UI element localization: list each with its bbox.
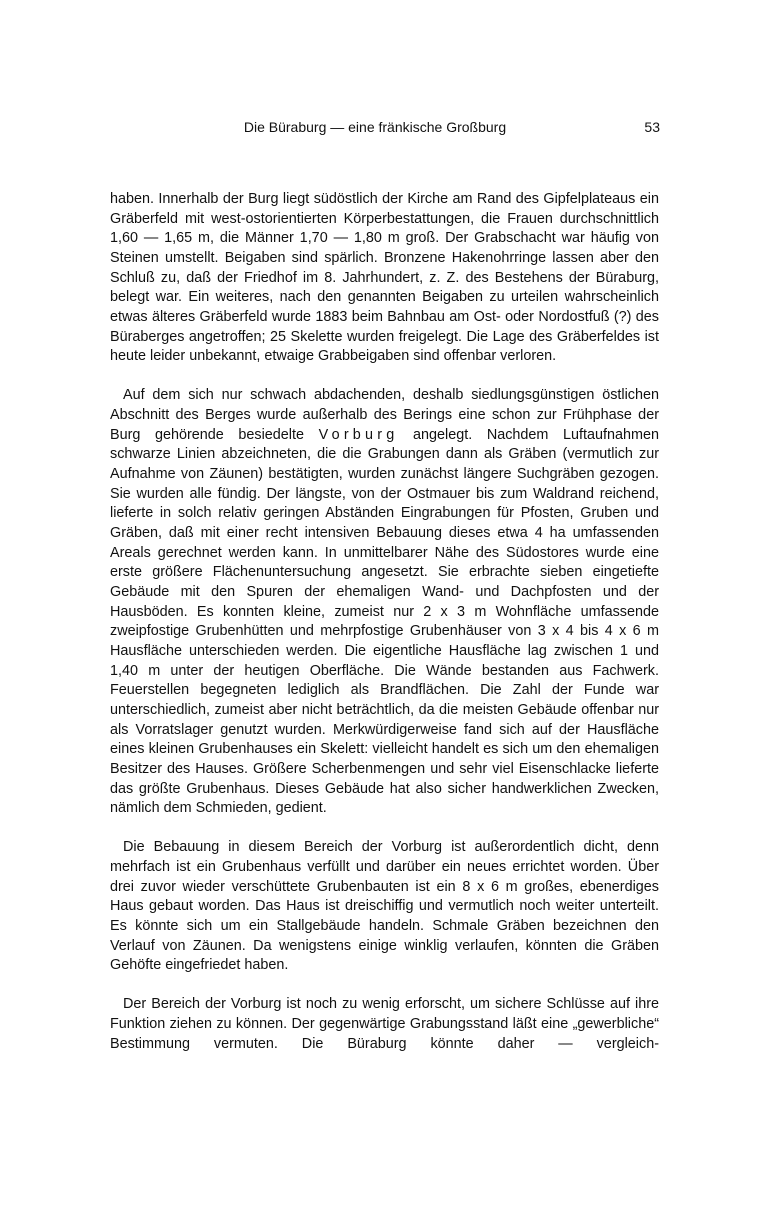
paragraph-text: Auf dem sich nur schwach abdachenden, deshalb siedlungsgünstigen östlichen Abschnitt des Berges wurde außerhalb des Berings eine schon zur Frühphase der Burg gehörende besiedelte	[110, 387, 659, 443]
paragraph-text: haben. Innerhalb der Burg liegt südöstlich der Kirche am Rand des Gipfelplateaus ein Gräberfeld mit west-ostorientierten Körperbestattungen, die Frauen durchschnittlich 1,60 — 1,65 m, die Männer 1,70 — 1,80 m groß. Der Grabschacht war häufig von Steinen umstellt. Beigaben sind spärlich. Bronzene Hakenohrringe lassen aber den Schluß zu, daß der Friedhof im 8. Jahrhundert, z. Z. des Bestehens der Büraburg, belegt war. Ein weiteres, nach den genannten Beigaben zu urteilen wahrscheinlich etwas älteres Gräberfeld wurde 1883 beim Bahnbau am Ost- oder Nordostfuß (?) des Büraberges angetroffen; 25 Skelette wurden freigelegt. Die Lage des Gräberfeldes ist heute leider unbekannt, etwaige Grabbeigaben sind offenbar verloren.	[110, 191, 659, 365]
paragraph-grave-field	[110, 190, 659, 367]
paragraph-vorburg	[110, 386, 659, 818]
spaced-emphasis: Vorburg	[318, 426, 399, 443]
body-text	[110, 190, 659, 1054]
paragraph-text: Der Bereich der Vorburg ist noch zu wenig erforscht, um sichere Schlüsse auf ihre Funktion ziehen zu können. Der gegenwärtige Grabungsstand läßt eine „gewerbliche“ Bestimmung vermuten. Die Büraburg könnte daher — vergleich-	[110, 996, 659, 1052]
paragraph-text: angelegt. Nachdem Luftaufnahmen schwarze Linien abzeichneten, die die Grabungen dann als Gräben (vermutlich zur Aufnahme von Zäunen) bestätigten, wurden zunächst längere Suchgräben gezogen. Sie wurden alle fündig. Der längste, von der Ostmauer bis zum Waldrand reichend, lieferte in solch relativ geringen Abständen Eingrabungen für Pfosten, Gruben und Gräben, daß mit einer recht intensiven Bebauung dieses etwa 4 ha umfassenden Areals gerechnet werden kann. In unmittelbarer Nähe des Südostores wurde eine erste größere Flächenuntersuchung angesetzt. Sie erbrachte sieben eingetiefte Gebäude mit den Spuren der ehemaligen Wand- und Dachpfosten und der Hausböden. Es konnten kleine, zumeist nur 2 x 3 m Wohnfläche umfassende zweipfostige Grubenhütten und mehrpfostige Grubenhäuser von 3 x 4 bis 4 x 6 m Hausfläche unterschieden werden. Die eigentliche Hausfläche lag zwischen 1 und 1,40 m unter der heutigen Oberfläche. Die Wände bestanden aus Fachwerk. Feuerstellen begegneten lediglich als Brandflächen. Die Zahl der Funde war unterschiedlich, zumeist aber nicht beträchtlich, da die meisten Gebäude offenbar nur als Vorratslager genutzt wurden. Merkwürdigerweise fand sich auf der Hausfläche eines kleinen Grubenhauses ein Skelett: vielleicht handelt es sich um den ehemaligen Besitzer des Hauses. Größere Scherbenmengen und sehr viel Eisenschlacke lieferte das größte Grubenhaus. Dieses Gebäude hat also sicher handwerklichen Zwecken, nämlich dem Schmieden, gedient.	[110, 426, 660, 817]
paragraph-text: Die Bebauung in diesem Bereich der Vorburg ist außerordentlich dicht, denn mehrfach ist ein Grubenhaus verfüllt und darüber ein neues errichtet worden. Über drei zuvor wieder verschüttete Grubenbauten ist ein 8 x 6 m großes, ebenerdiges Haus gebaut worden. Das Haus ist dreischiffig und vermutlich noch weiter unterteilt. Es könnte sich um ein Stallgebäude handeln. Schmale Gräben bezeichnen den Verlauf von Zäunen. Da wenigstens einige winklig verlaufen, könnten die Gräben Gehöfte eingefriedet haben.	[110, 839, 659, 974]
running-header	[110, 117, 660, 137]
paragraph-bereich	[110, 995, 659, 1054]
page-number: 53	[644, 119, 660, 135]
paragraph-bebauung	[110, 838, 659, 976]
running-title: Die Büraburg — eine fränkische Großburg	[243, 119, 507, 135]
